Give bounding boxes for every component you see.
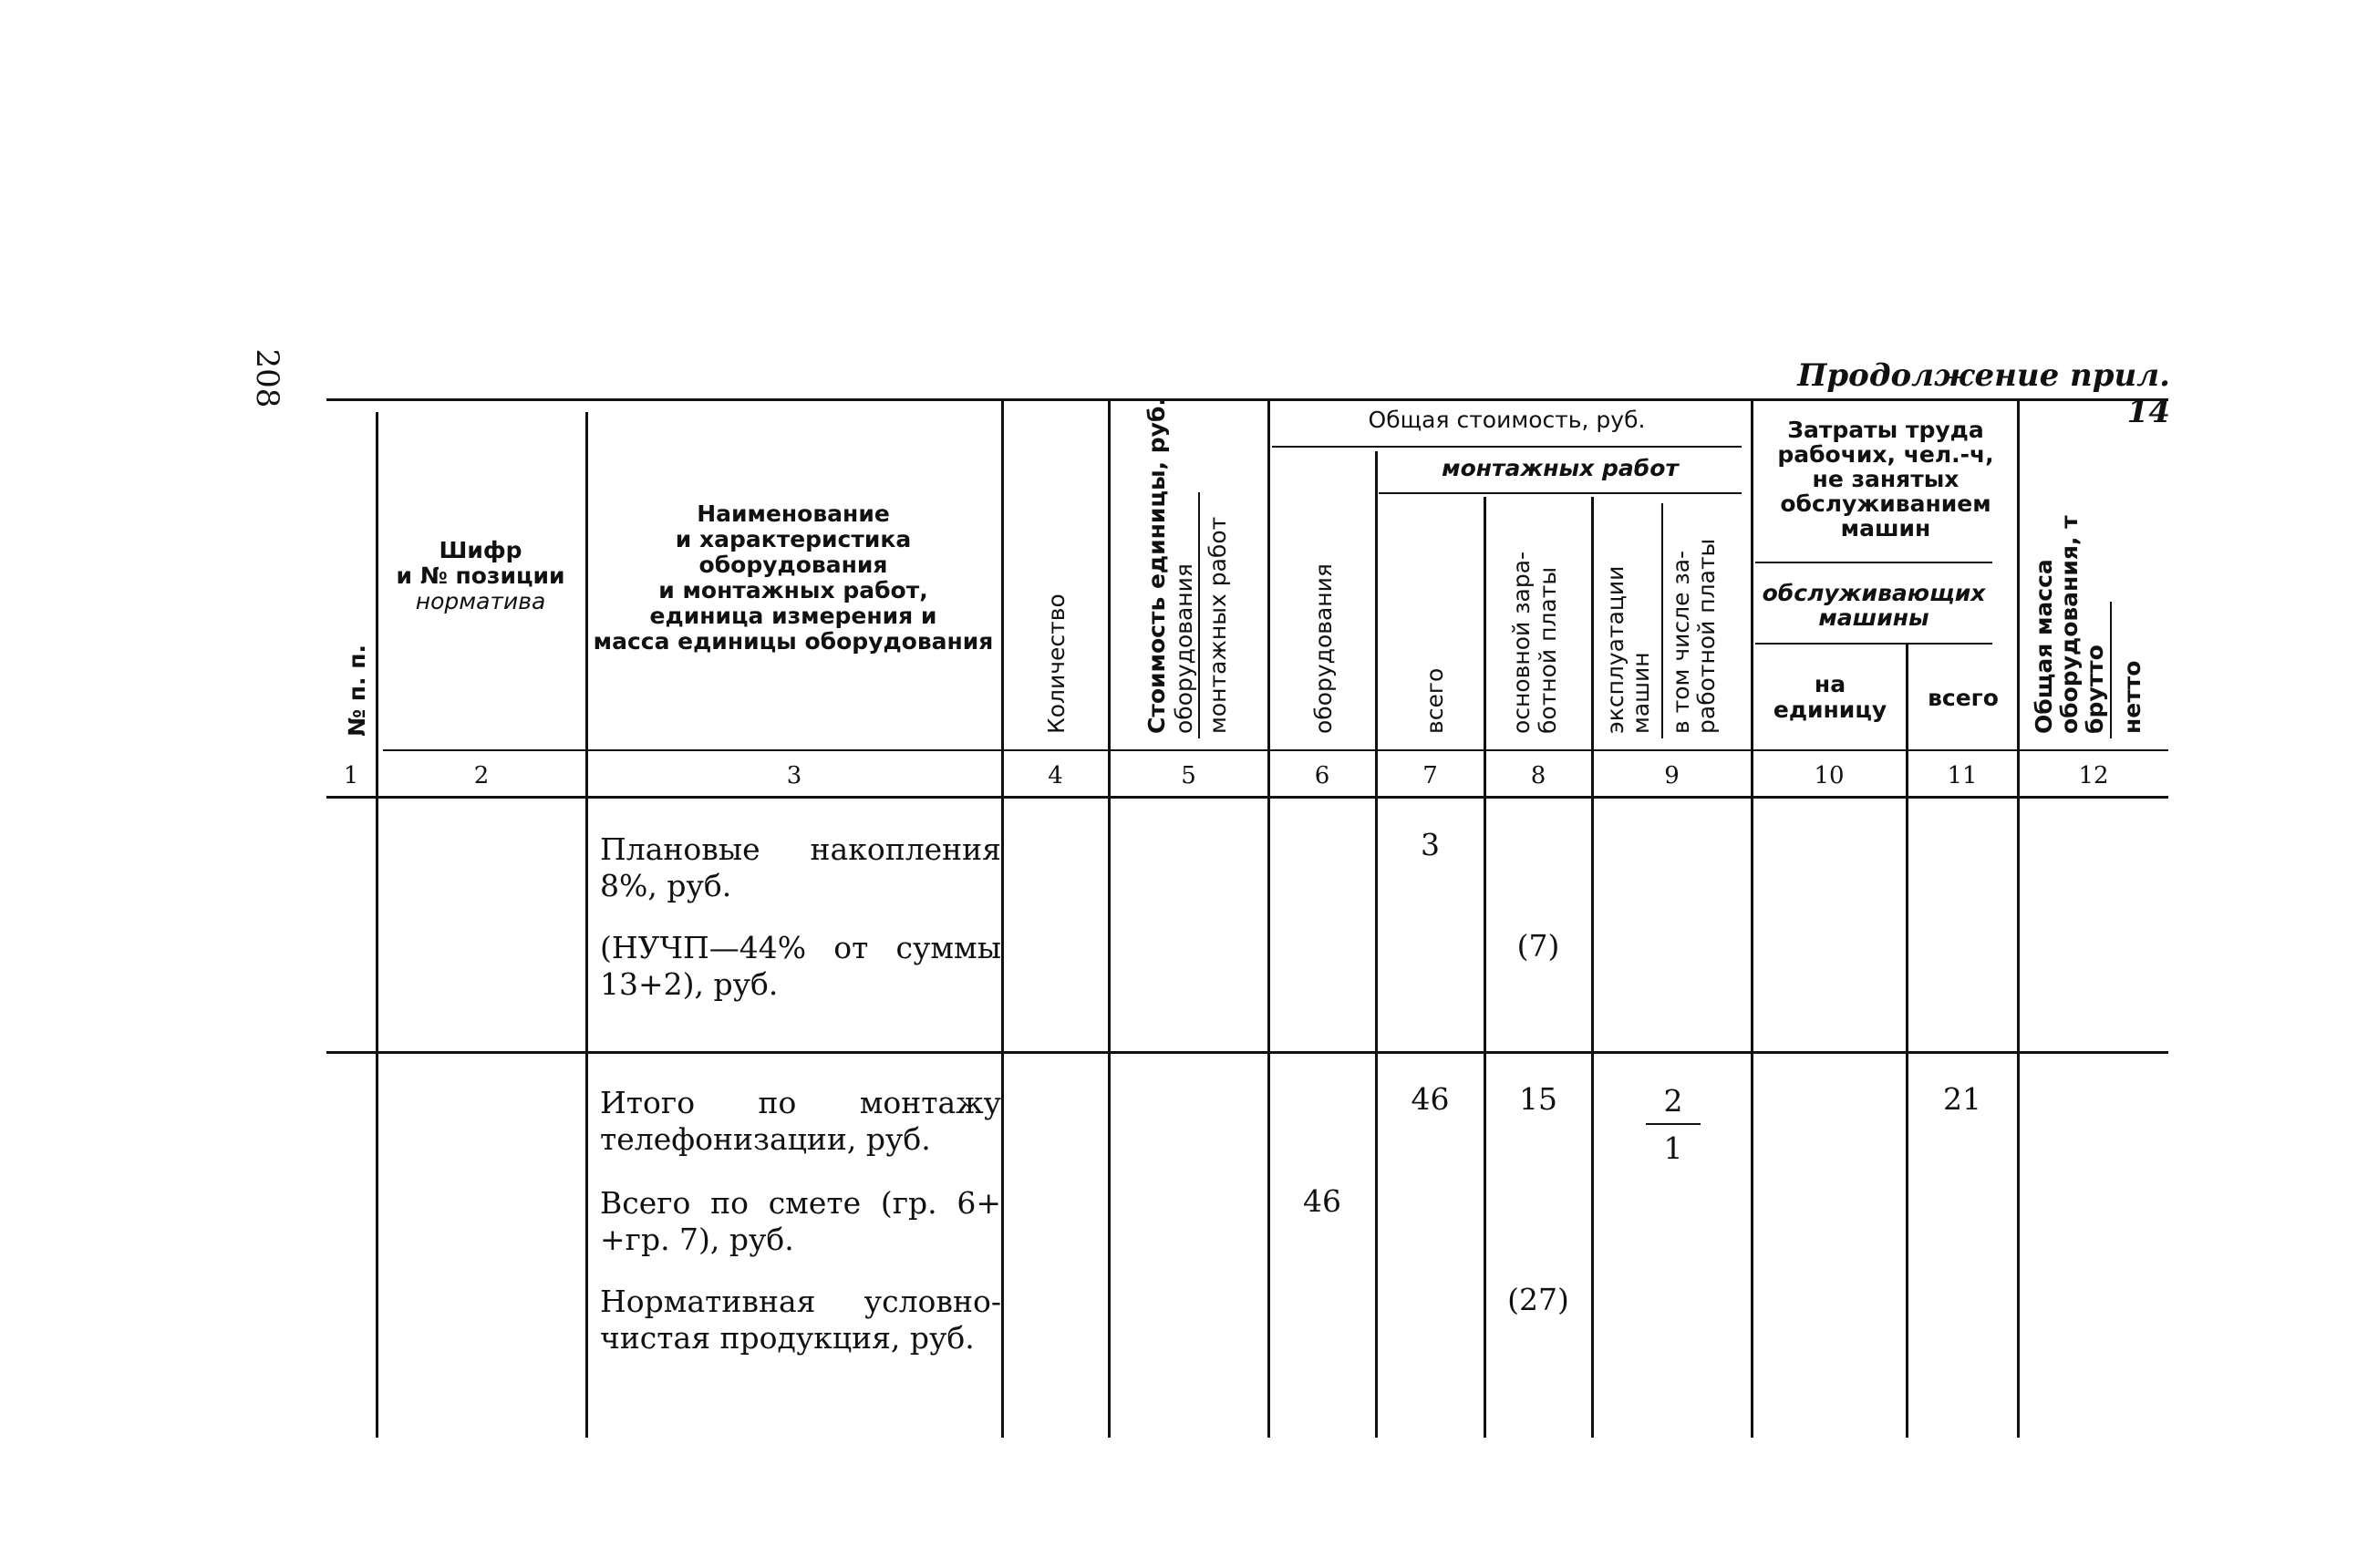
row-total-telephony-col7: 46 — [1411, 1081, 1450, 1117]
row-total-telephony-col8: 15 — [1519, 1081, 1557, 1117]
row-grand-total-text: Всего по смете (гр. 6+ +гр. 7), руб. — [600, 1185, 1001, 1257]
page-number: 208 — [249, 348, 285, 408]
header-col12-b: нетто — [2119, 660, 2146, 734]
row-total-telephony-col11: 21 — [1943, 1081, 1981, 1117]
header-col5-b: монтажных работ — [1205, 516, 1231, 734]
header-col3: Наименование и характеристика оборудования и монтажных работ, единица измерения и масса единицы оборудования — [593, 500, 994, 655]
col-number: 8 — [1530, 762, 1546, 789]
col-number: 9 — [1664, 762, 1680, 789]
header-col12-top2: оборудования, т — [2056, 515, 2083, 734]
row-normative-production-col8: (27) — [1507, 1282, 1569, 1317]
col-number: 5 — [1181, 762, 1196, 789]
col-number: 4 — [1048, 762, 1063, 789]
header-col9-b2: работной платы — [1693, 538, 1720, 734]
col-number: 7 — [1422, 762, 1438, 789]
header-col4: Количество — [1043, 593, 1070, 734]
row-planned-savings-col7: 3 — [1421, 827, 1440, 862]
col-number: 12 — [2078, 762, 2109, 789]
fraction-bar — [1646, 1123, 1701, 1125]
header-total-cost: Общая стоимость, руб. — [1368, 407, 1646, 433]
header-col6: оборудования — [1310, 563, 1337, 734]
continuation-title: Продолжение прил. 14 — [1797, 357, 2170, 430]
row-nuchp-text: (НУЧП—44% от суммы 13+2), руб. — [600, 930, 1001, 1002]
row-nuchp-col8: (7) — [1516, 928, 1560, 964]
col-number: 1 — [343, 762, 359, 789]
col-number: 3 — [786, 762, 802, 789]
header-serving: обслуживающих машины — [1762, 580, 1986, 631]
row-total-telephony-col9-bottom: 1 — [1663, 1130, 1683, 1166]
row-grand-total-col6: 46 — [1303, 1183, 1341, 1219]
header-col2: Шифр и № позиции норматива — [396, 537, 565, 614]
header-col5-top: Стоимость единицы, руб. — [1143, 397, 1170, 734]
col-number: 2 — [473, 762, 490, 789]
header-col9-a1: эксплуатации — [1602, 565, 1629, 734]
header-labor: Затраты труда рабочих, чел.-ч, не занятых обслуживанием машин — [1777, 417, 1994, 542]
row-planned-savings-text: Плановые накопления 8%, руб. — [600, 831, 1001, 903]
header-col12-top1: Общая масса — [2031, 559, 2057, 734]
header-col8-a: основной зара- — [1508, 551, 1535, 734]
col-number: 6 — [1314, 762, 1330, 789]
row-normative-production-text: Нормативная условно-чистая продукция, руб. — [600, 1284, 1001, 1356]
header-col1: № п. п. — [344, 644, 370, 737]
header-col5-a: оборудования — [1171, 563, 1197, 734]
col-number: 10 — [1814, 762, 1845, 789]
header-mount-works: монтажных работ — [1442, 455, 1679, 481]
col-number: 11 — [1947, 762, 1978, 789]
header-col8-b: ботной платы — [1535, 566, 1561, 734]
header-col11: всего — [1928, 685, 1999, 711]
header-col7: всего — [1422, 667, 1448, 734]
row-total-telephony-text: Итого по монтажу телефонизации, руб. — [600, 1085, 1001, 1157]
header-col12-a: брутто — [2082, 645, 2108, 734]
header-col9-a2: машин — [1628, 652, 1654, 734]
header-col10: на единицу — [1773, 671, 1887, 723]
header-col9-b1: в том числе за- — [1668, 550, 1694, 734]
row-total-telephony-col9-top: 2 — [1663, 1083, 1683, 1119]
